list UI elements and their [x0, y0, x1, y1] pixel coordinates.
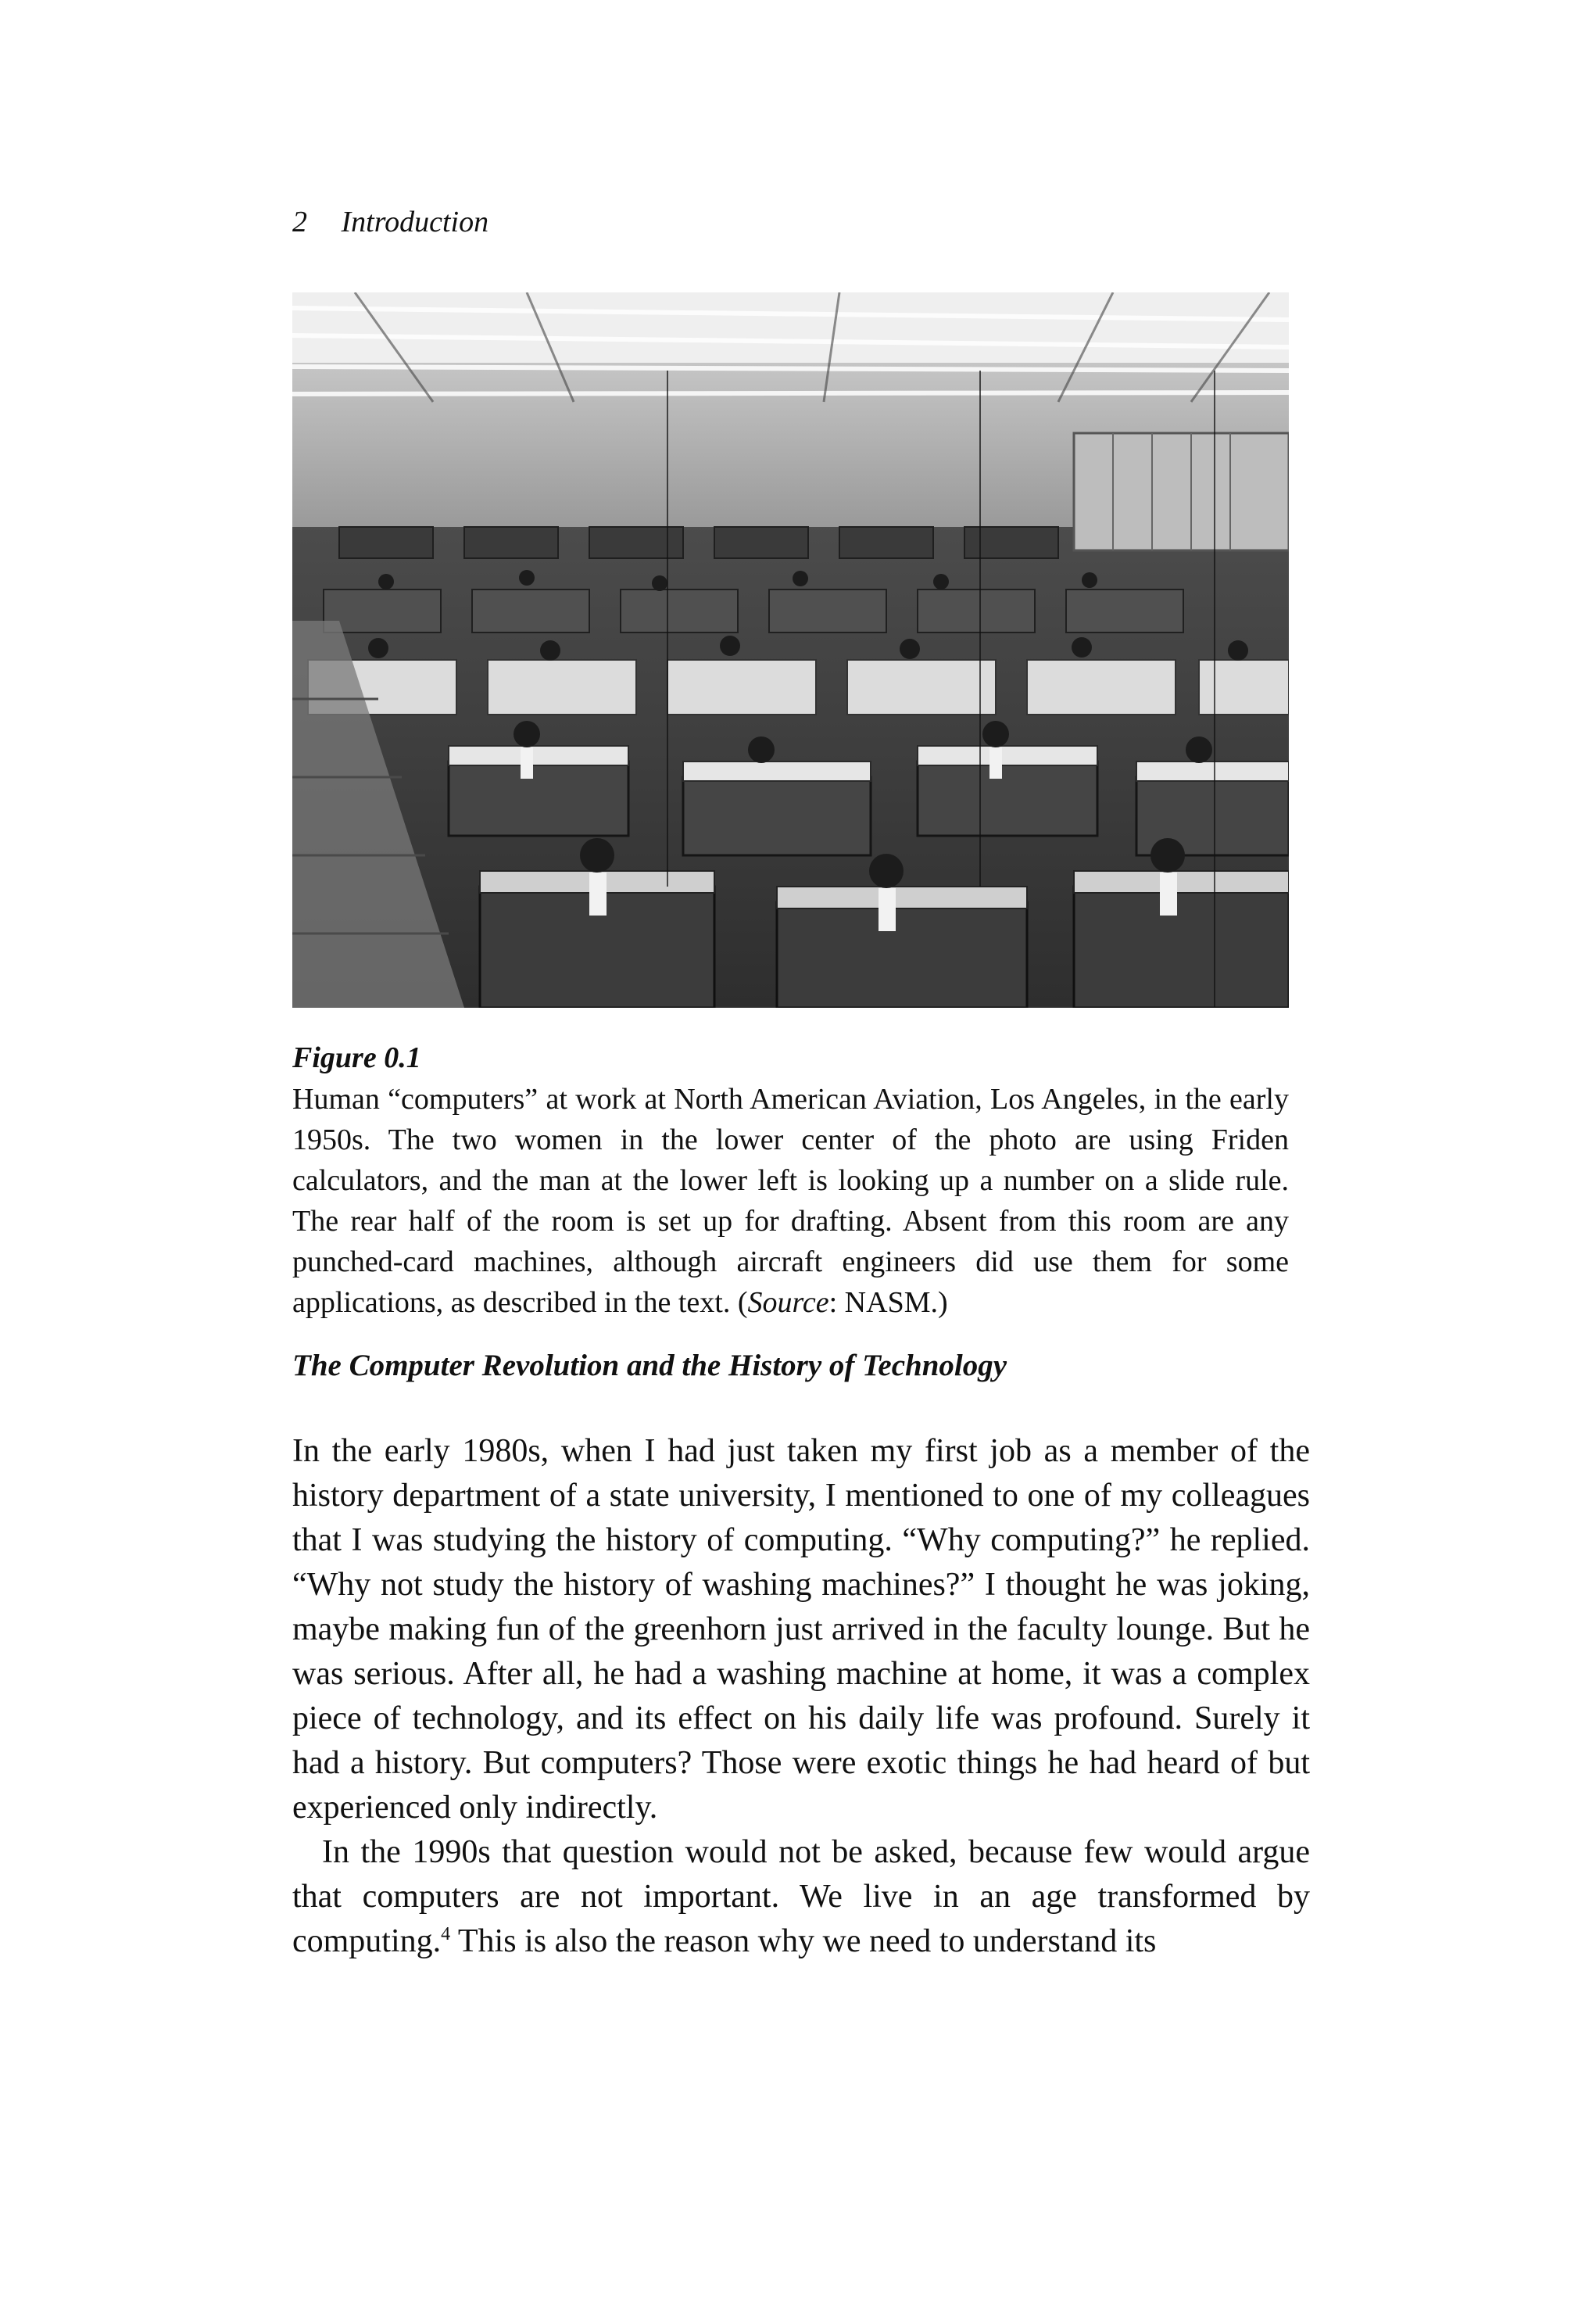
caption-source-open: (	[730, 1286, 748, 1319]
section-heading: The Computer Revolution and the History of Technology	[292, 1349, 1007, 1382]
figure-label: Figure 0.1	[292, 1041, 421, 1074]
page-number: 2	[292, 206, 307, 238]
office-photo-illustration	[292, 292, 1289, 1008]
caption-source-label: Source	[747, 1286, 829, 1319]
body-text	[292, 1429, 1310, 1964]
caption-main-text: Human “computers” at work at North American Aviation, Los Angeles, in the early 1950s. The two women in the lower center of the photo are using Friden calculators, and the man at the lower left is looking up a number on a slide rule. The rear half of the room is set up for drafting. Absent from this room are any punched-card machines, although aircraft engineers did use them for some applications, as described in the text.	[292, 1083, 1289, 1319]
running-head	[292, 202, 488, 242]
figure-caption	[292, 1079, 1289, 1323]
caption-source-value: : NASM.)	[828, 1286, 948, 1319]
running-head-section: Introduction	[341, 206, 489, 238]
body-paragraph-2	[292, 1830, 1310, 1964]
body-paragraph-1: In the early 1980s, when I had just taken my first job as a member of the history department of a state university, I mentioned to one of my colleagues that I was studying the history of computing. “Why computing?” he replied. “Why not study the history of washing machines?” I thought he was joking, maybe making fun of the greenhorn just arrived in the faculty lounge. But he was serious. After all, he had a washing machine at home, it was a complex piece of technology, and its effect on his daily life was profound. Surely it had a history. But computers? Those were exotic things he had heard of but experienced only indirectly.	[292, 1433, 1310, 1826]
footnote-reference-4[interactable]: 4	[441, 1924, 451, 1944]
paragraph-2-text-start: In the 1990s that question would not be asked, because few would argue that computers are not important. We live in an age transformed by computing.	[292, 1834, 1310, 1959]
paragraph-2-text-end: This is also the reason why we need to understand its	[450, 1923, 1157, 1959]
figure-photo	[292, 292, 1289, 1008]
